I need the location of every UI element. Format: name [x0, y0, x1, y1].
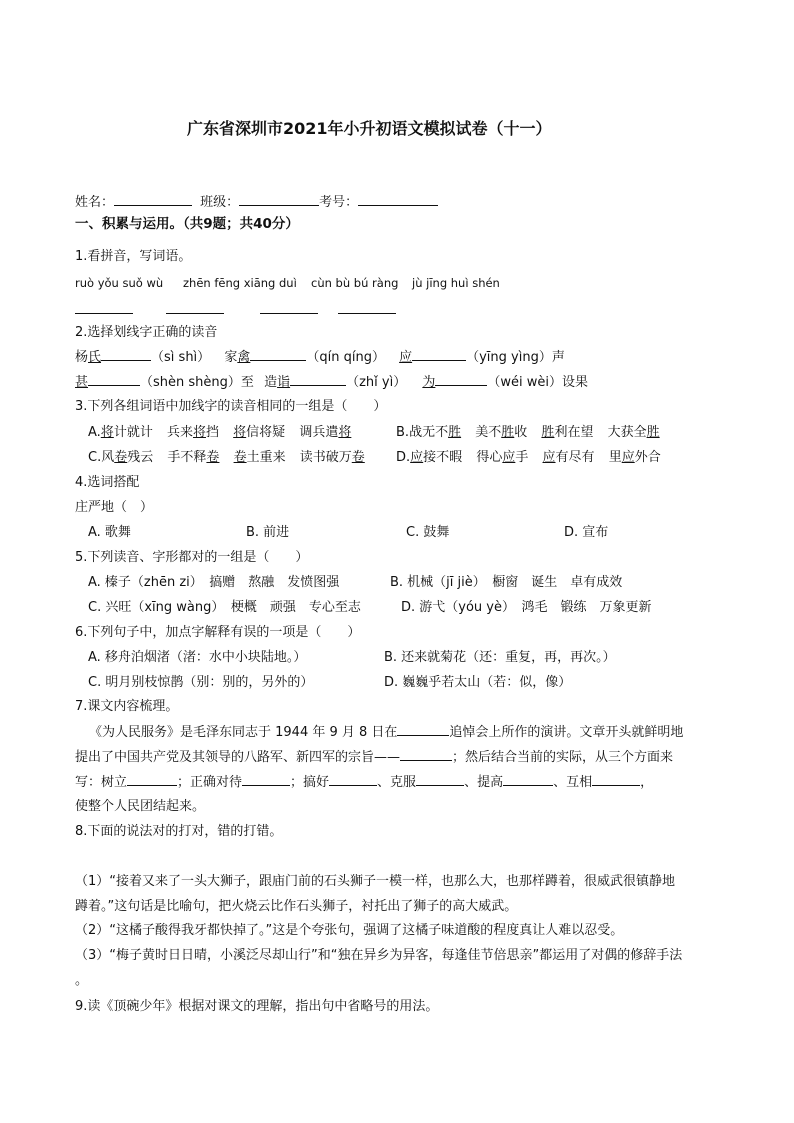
- q2-underlined-char: 诣: [277, 375, 291, 390]
- dotted-char: 胜: [501, 425, 515, 440]
- q2-underlined-char: 氏: [88, 350, 102, 365]
- q1-blank-1[interactable]: [75, 313, 133, 314]
- q2-text: 设果: [562, 375, 589, 390]
- q5-option-d[interactable]: D. 游弋（yóu yè） 鸿毛 锻练 万象更新: [401, 600, 652, 615]
- q8-statement-1a: （1）“接着又来了一头大狮子，跟庙门前的石头狮子一模一样，也那么大，也那样蹲着，很威武很镇静地: [75, 874, 676, 889]
- q2-blank[interactable]: [250, 348, 306, 361]
- word-text: 调兵遣: [299, 425, 339, 440]
- q1-pinyin-2: zhēn fēng xiāng duì: [183, 276, 297, 290]
- class-label: 班级：: [200, 195, 240, 210]
- word-text: 里: [608, 450, 622, 465]
- q6-stem: 6.下列句子中，加点字解释有误的一项是（ ）: [75, 625, 361, 640]
- word-text: 读书破万: [299, 450, 352, 465]
- q7-text: 《为人民服务》是毛泽东同志于 1944 年 9 月 8 日在: [89, 725, 398, 740]
- q1-pinyin-3: cùn bù bú ràng: [311, 276, 399, 290]
- dotted-char: 应: [621, 450, 635, 465]
- q8-statement-3a: （3）“梅子黄时日日晴，小溪泛尽却山行”和“独在异乡为异客，每逢佳节倍思亲”都运用了对偶的修辞手法: [75, 948, 683, 963]
- q2-blank[interactable]: [412, 348, 466, 361]
- word-text: 兵来: [166, 425, 193, 440]
- q2-underlined-char: 禽: [237, 350, 251, 365]
- dotted-char: 胜: [646, 425, 660, 440]
- word-text: 手: [515, 450, 529, 465]
- q7-text: 追悼会上所作的演讲。文章开头就鲜明地: [449, 725, 684, 740]
- word-text: 有尽有: [555, 450, 595, 465]
- id-label: 考号：: [319, 195, 359, 210]
- q4-option-a[interactable]: A. 歌舞: [88, 525, 131, 540]
- dotted-char: 应: [410, 450, 424, 465]
- q2-pinyin-choice: （zhǐ yì）: [346, 375, 407, 390]
- q1-blank-3[interactable]: [260, 313, 318, 314]
- q7-text: ，: [640, 775, 654, 790]
- q4-option-b[interactable]: B. 前进: [246, 525, 290, 540]
- name-blank[interactable]: [114, 193, 192, 206]
- q6-option-d[interactable]: D. 巍巍乎若太山（若：似，像）: [384, 675, 572, 690]
- q5-option-c[interactable]: C. 兴旺（xīng wàng） 梗概 顽强 专心至志: [88, 600, 361, 615]
- q5-option-b[interactable]: B. 机械（jī jiè） 橱窗 诞生 卓有成效: [390, 575, 623, 590]
- q6-option-a[interactable]: A. 移舟泊烟渚（渚：水中小块陆地。）: [88, 650, 307, 665]
- q2-row-2: [75, 373, 588, 392]
- dotted-char: 将: [233, 425, 247, 440]
- q2-row-1: [75, 348, 565, 367]
- q7-line-4: 使整个人民团结起来。: [75, 799, 206, 814]
- word-text: 手不释: [167, 450, 207, 465]
- q9-stem: 9.读《顶碗少年》根据对课文的理解，指出句中省略号的用法。: [75, 999, 439, 1014]
- q7-text: 、克服: [377, 775, 417, 790]
- q8-statement-3b: 。: [75, 973, 89, 988]
- q2-text: 家: [224, 350, 238, 365]
- q2-text: 至: [240, 375, 254, 390]
- q2-stem: 2.选择划线字正确的读音: [75, 325, 218, 340]
- q2-blank[interactable]: [88, 373, 140, 386]
- q8-stem: 8.下面的说法对的打对，错的打错。: [75, 824, 283, 839]
- q7-line-1: [89, 723, 683, 742]
- q2-text: 声: [551, 350, 565, 365]
- word-text: 计就计: [113, 425, 153, 440]
- q1-blank-4[interactable]: [338, 313, 396, 314]
- q2-underlined-char: 应: [399, 350, 413, 365]
- name-label: 姓名：: [75, 195, 115, 210]
- q2-underlined-char: 为: [422, 375, 436, 390]
- word-text: 残云: [127, 450, 154, 465]
- dotted-char: 卷: [206, 450, 220, 465]
- page-title: 广东省深圳市2021年小升初语文模拟试卷（十一）: [187, 119, 552, 138]
- q6-option-b[interactable]: B. 还来就菊花（还：重复，再，再次。）: [384, 650, 616, 665]
- dotted-char: 卷: [114, 450, 128, 465]
- q7-text: 写：树立: [75, 775, 128, 790]
- q7-text: 提出了中国共产党及其领导的八路军、新四军的宗旨——: [75, 750, 401, 765]
- word-text: 土重来: [246, 450, 286, 465]
- dotted-char: 胜: [541, 425, 555, 440]
- dotted-char: 将: [338, 425, 352, 440]
- word-text: 风: [101, 450, 115, 465]
- q7-line-2: [75, 748, 673, 767]
- q2-pinyin-choice: （qín qíng）: [306, 350, 385, 365]
- q8-statement-1b: 蹲着。”这句话是比喻句，把火烧云比作石头狮子，衬托出了狮子的高大威武。: [75, 899, 518, 914]
- dotted-char: 胜: [448, 425, 462, 440]
- q8-statement-2: （2）“这橘子酸得我牙都快掉了。”这是个夸张句，强调了这橘子味道酸的程度真让人难以忍受。: [75, 923, 624, 938]
- q2-text: 杨: [75, 350, 89, 365]
- word-text: 得心: [476, 450, 503, 465]
- q7-stem: 7.课文内容梳理。: [75, 699, 179, 714]
- dotted-char: 将: [192, 425, 206, 440]
- q2-pinyin-choice: （sì shì）: [151, 350, 211, 365]
- q7-blank-5[interactable]: [329, 773, 377, 786]
- option-label: C.: [88, 450, 102, 465]
- q2-underlined-char: 甚: [75, 375, 89, 390]
- q7-blank-4[interactable]: [242, 773, 290, 786]
- q3-stem: 3.下列各组词语中加线字的读音相同的一组是（ ）: [75, 399, 387, 414]
- option-label: A.: [88, 425, 101, 440]
- option-label: B.: [396, 425, 410, 440]
- q3-option-d[interactable]: [396, 449, 661, 467]
- q7-blank-7[interactable]: [503, 773, 553, 786]
- q1-pinyin-1: ruò yǒu suǒ wù: [75, 276, 164, 290]
- id-blank[interactable]: [358, 193, 438, 206]
- q4-option-c[interactable]: C. 鼓舞: [406, 525, 450, 540]
- q7-blank-1[interactable]: [397, 723, 449, 736]
- section-heading: 一、积累与运用。（共9题；共40分）: [75, 216, 299, 232]
- q7-blank-2[interactable]: [400, 748, 452, 761]
- q1-blank-2[interactable]: [166, 313, 224, 314]
- word-text: 利在望: [554, 425, 594, 440]
- q7-line-3: [75, 773, 653, 792]
- q3-option-b[interactable]: [396, 424, 660, 442]
- word-text: 外合: [634, 450, 661, 465]
- q2-blank[interactable]: [290, 373, 346, 386]
- q7-text: ；然后结合当前的实际，从三个方面来: [452, 750, 674, 765]
- q4-option-d[interactable]: D. 宣布: [564, 525, 609, 540]
- dotted-char: 应: [542, 450, 556, 465]
- q1-pinyin-4: jù jīng huì shén: [412, 276, 500, 290]
- dotted-char: 应: [502, 450, 516, 465]
- q2-text: 造: [264, 375, 278, 390]
- q7-blank-8[interactable]: [592, 773, 640, 786]
- option-label: D.: [396, 450, 411, 465]
- q4-stem: 4.选词搭配: [75, 475, 140, 490]
- word-text: 大获全: [607, 425, 647, 440]
- q7-text: ；搞好: [290, 775, 330, 790]
- dotted-char: 将: [100, 425, 114, 440]
- q2-blank[interactable]: [435, 373, 487, 386]
- q7-text: ；正确对待: [177, 775, 243, 790]
- class-blank[interactable]: [239, 193, 319, 206]
- q3-option-c[interactable]: [88, 449, 365, 467]
- dotted-char: 卷: [233, 450, 247, 465]
- q7-text: 、提高: [464, 775, 504, 790]
- q5-option-a[interactable]: A. 榛子（zhēn zi） 搞赠 熬融 发愤图强: [88, 575, 340, 590]
- q2-pinyin-choice: （wéi wèi）: [487, 375, 562, 390]
- word-text: 挡: [206, 425, 220, 440]
- dotted-char: 卷: [351, 450, 365, 465]
- student-info-line: [75, 193, 438, 212]
- q6-option-c[interactable]: C. 明月别枝惊鹊（别：别的，另外的）: [88, 675, 314, 690]
- q2-blank[interactable]: [101, 348, 151, 361]
- word-text: 美不: [475, 425, 502, 440]
- q3-option-a[interactable]: [88, 424, 351, 442]
- q7-text: 、互相: [553, 775, 593, 790]
- q7-blank-3[interactable]: [127, 773, 177, 786]
- word-text: 接不暇: [423, 450, 463, 465]
- q1-stem: 1.看拼音，写词语。: [75, 249, 192, 264]
- word-text: 信将疑: [246, 425, 286, 440]
- q5-stem: 5.下列读音、字形都对的一组是（ ）: [75, 550, 309, 565]
- q2-pinyin-choice: （shèn shèng）: [140, 375, 241, 390]
- word-text: 收: [514, 425, 528, 440]
- q7-blank-6[interactable]: [416, 773, 464, 786]
- q4-sub: 庄严地（ ）: [75, 500, 154, 515]
- q2-pinyin-choice: （yīng yìng）: [466, 350, 552, 365]
- word-text: 战无不: [409, 425, 449, 440]
